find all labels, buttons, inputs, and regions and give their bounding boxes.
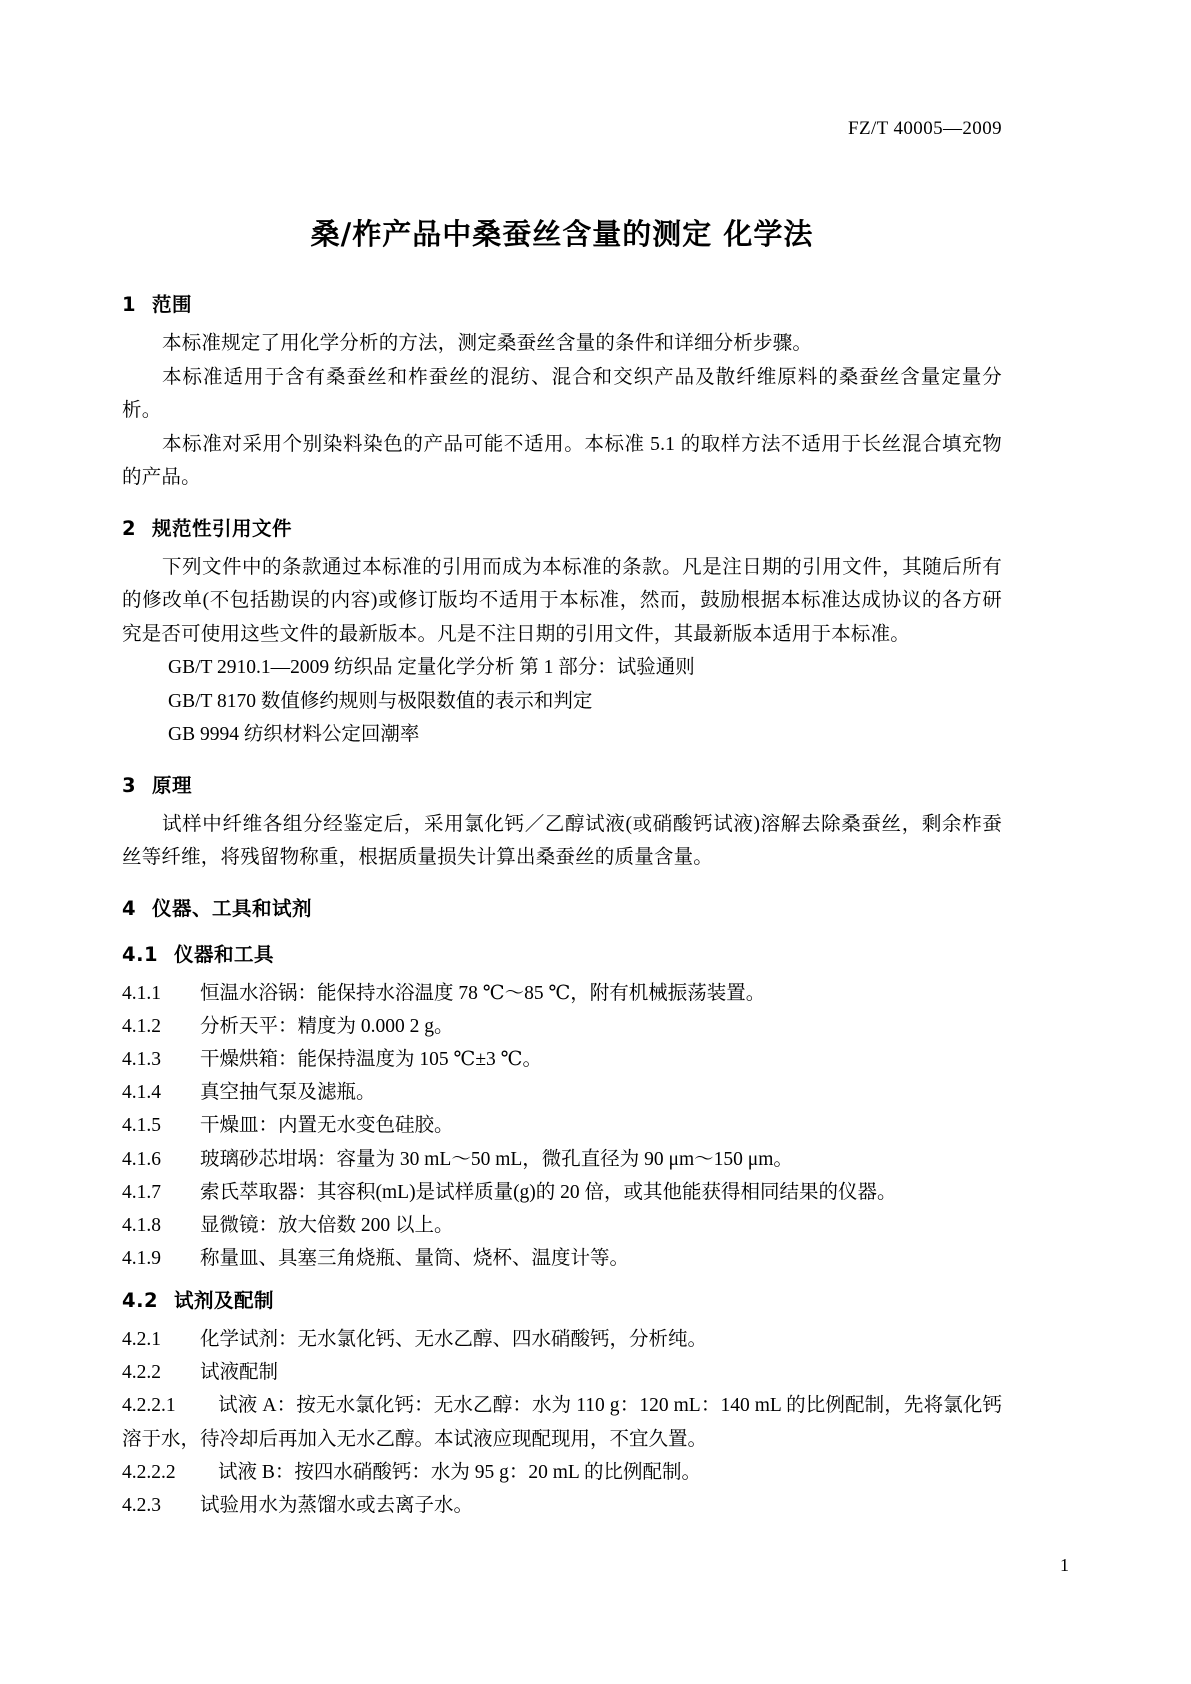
section-1-paragraph-3: 本标准对采用个别染料染色的产品可能不适用。本标准 5.1 的取样方法不适用于长丝混合填充物的产品。 <box>122 433 1002 489</box>
section-number-3: 3 <box>122 773 137 797</box>
clause-number-4-1-2: 4.1.2 <box>122 1016 161 1038</box>
section-number-2: 2 <box>122 516 137 540</box>
clause-4-1-9 <box>122 1242 1002 1275</box>
section-1-paragraph-1: 本标准规定了用化学分析的方法，测定桑蚕丝含量的条件和详细分析步骤。 <box>162 333 813 354</box>
clause-number-4-1-1: 4.1.1 <box>122 982 161 1004</box>
clause-number-4-1-3: 4.1.3 <box>122 1049 161 1071</box>
subsection-title-4-2: 试剂及配制 <box>174 1289 275 1313</box>
clause-4-1-1 <box>122 977 1002 1010</box>
clause-number-4-1-7: 4.1.7 <box>122 1181 161 1203</box>
clause-number-4-1-5: 4.1.5 <box>122 1115 161 1137</box>
clause-text-4-2-3: 试验用水为蒸馏水或去离子水。 <box>200 1494 474 1516</box>
clause-text-4-1-5: 干燥皿：内置无水变色硅胶。 <box>200 1115 454 1137</box>
clause-4-1-4 <box>122 1076 1002 1109</box>
clause-4-1-5 <box>122 1109 1002 1142</box>
clause-4-1-7 <box>122 1176 1002 1209</box>
subsection-number-4-1: 4.1 <box>122 942 159 966</box>
clause-number-4-2-3: 4.2.3 <box>122 1494 161 1516</box>
clause-number-4-2-1: 4.2.1 <box>122 1329 161 1351</box>
subsection-heading-4-1 <box>122 939 1002 967</box>
clause-4-2-1 <box>122 1323 1002 1356</box>
clause-number-4-2-2-2: 4.2.2.2 <box>122 1461 176 1483</box>
reference-item-2: GB/T 8170 数值修约规则与极限数值的表示和判定 <box>168 690 593 712</box>
clause-number-4-1-6: 4.1.6 <box>122 1148 161 1170</box>
clause-4-2-2-1 <box>122 1389 1002 1455</box>
clause-number-4-2-2-1: 4.2.2.1 <box>122 1395 176 1417</box>
clause-4-1-3 <box>122 1043 1002 1076</box>
clause-text-4-1-9: 称量皿、具塞三角烧瓶、量筒、烧杯、温度计等。 <box>200 1248 630 1270</box>
clause-text-4-1-2: 分析天平：精度为 0.000 2 g。 <box>200 1016 454 1038</box>
clause-4-1-2 <box>122 1010 1002 1043</box>
clause-text-4-1-3: 干燥烘箱：能保持温度为 105 ℃±3 ℃。 <box>200 1049 542 1071</box>
clause-number-4-1-9: 4.1.9 <box>122 1248 161 1270</box>
subsection-heading-4-2 <box>122 1285 1002 1313</box>
section-2-paragraph-1: 下列文件中的条款通过本标准的引用而成为本标准的条款。凡是注日期的引用文件，其随后所有的修改单(不包括勘误的内容)或修订版均不适用于本标准，然而，鼓励根据本标准达成协议的各方研究是否可使用这些文件的最新版本。凡是不注日期的引用文件，其最新版本适用于本标准。 <box>122 556 1002 645</box>
page-number: 1 <box>1060 1555 1069 1575</box>
clause-text-4-2-1: 化学试剂：无水氯化钙、无水乙醇、四水硝酸钙，分析纯。 <box>200 1329 708 1351</box>
section-number-1: 1 <box>122 293 137 316</box>
clause-number-4-1-4: 4.1.4 <box>122 1082 161 1104</box>
clause-4-1-6 <box>122 1143 1002 1176</box>
clause-text-4-1-7: 索氏萃取器：其容积(mL)是试样质量(g)的 20 倍，或其他能获得相同结果的仪器。 <box>200 1181 897 1203</box>
clause-text-4-1-1: 恒温水浴锅：能保持水浴温度 78 ℃～85 ℃，附有机械振荡装置。 <box>200 982 766 1004</box>
section-3-paragraph-1: 试样中纤维各组分经鉴定后，采用氯化钙／乙醇试液(或硝酸钙试液)溶解去除桑蚕丝，剩余柞蚕丝等纤维，将残留物称重，根据质量损失计算出桑蚕丝的质量含量。 <box>122 813 1002 869</box>
clause-number-4-2-2: 4.2.2 <box>122 1362 161 1384</box>
clause-4-2-2 <box>122 1356 1002 1389</box>
section-title-1: 范围 <box>152 293 193 316</box>
section-heading-2 <box>122 513 1002 541</box>
section-heading-3 <box>122 770 1002 798</box>
clause-text-4-2-2: 试液配制 <box>200 1362 279 1384</box>
subsection-number-4-2: 4.2 <box>122 1289 159 1313</box>
page-content <box>122 0 1002 1522</box>
section-heading-4 <box>122 893 1002 921</box>
clause-number-4-1-8: 4.1.8 <box>122 1214 161 1236</box>
clause-text-4-1-8: 显微镜：放大倍数 200 以上。 <box>200 1214 454 1236</box>
section-heading-1 <box>122 289 1002 317</box>
reference-item-1: GB/T 2910.1—2009 纺织品 定量化学分析 第 1 部分：试验通则 <box>168 657 695 679</box>
clause-text-4-1-4: 真空抽气泵及滤瓶。 <box>200 1082 376 1104</box>
clause-4-2-2-2 <box>122 1456 1002 1489</box>
standard-code-header: FZ/T 40005—2009 <box>848 118 1002 139</box>
clause-text-4-1-6: 玻璃砂芯坩埚：容量为 30 mL～50 mL，微孔直径为 90 μm～150 μm。 <box>200 1148 793 1170</box>
clause-text-4-2-2-2: 试液 B：按四水硝酸钙：水为 95 g：20 mL 的比例配制。 <box>218 1461 701 1483</box>
section-title-3: 原理 <box>152 773 193 797</box>
clause-4-1-8 <box>122 1209 1002 1242</box>
section-title-4: 仪器、工具和试剂 <box>152 896 313 920</box>
document-title: 桑/柞产品中桑蚕丝含量的测定 化学法 <box>310 217 814 251</box>
section-number-4: 4 <box>122 896 137 920</box>
clause-4-2-3 <box>122 1489 1002 1522</box>
section-title-2: 规范性引用文件 <box>152 516 293 540</box>
clause-text-4-2-2-1: 试液 A：按无水氯化钙：无水乙醇：水为 110 g：120 mL：140 mL 的比例配制，先将氯化钙溶于水，待冷却后再加入无水乙醇。本试液应现配现用，不宜久置。 <box>122 1395 1002 1450</box>
reference-item-3: GB 9994 纺织材料公定回潮率 <box>168 724 420 746</box>
subsection-title-4-1: 仪器和工具 <box>174 942 275 966</box>
section-1-paragraph-2: 本标准适用于含有桑蚕丝和柞蚕丝的混纺、混合和交织产品及散纤维原料的桑蚕丝含量定量分析。 <box>122 366 1002 422</box>
